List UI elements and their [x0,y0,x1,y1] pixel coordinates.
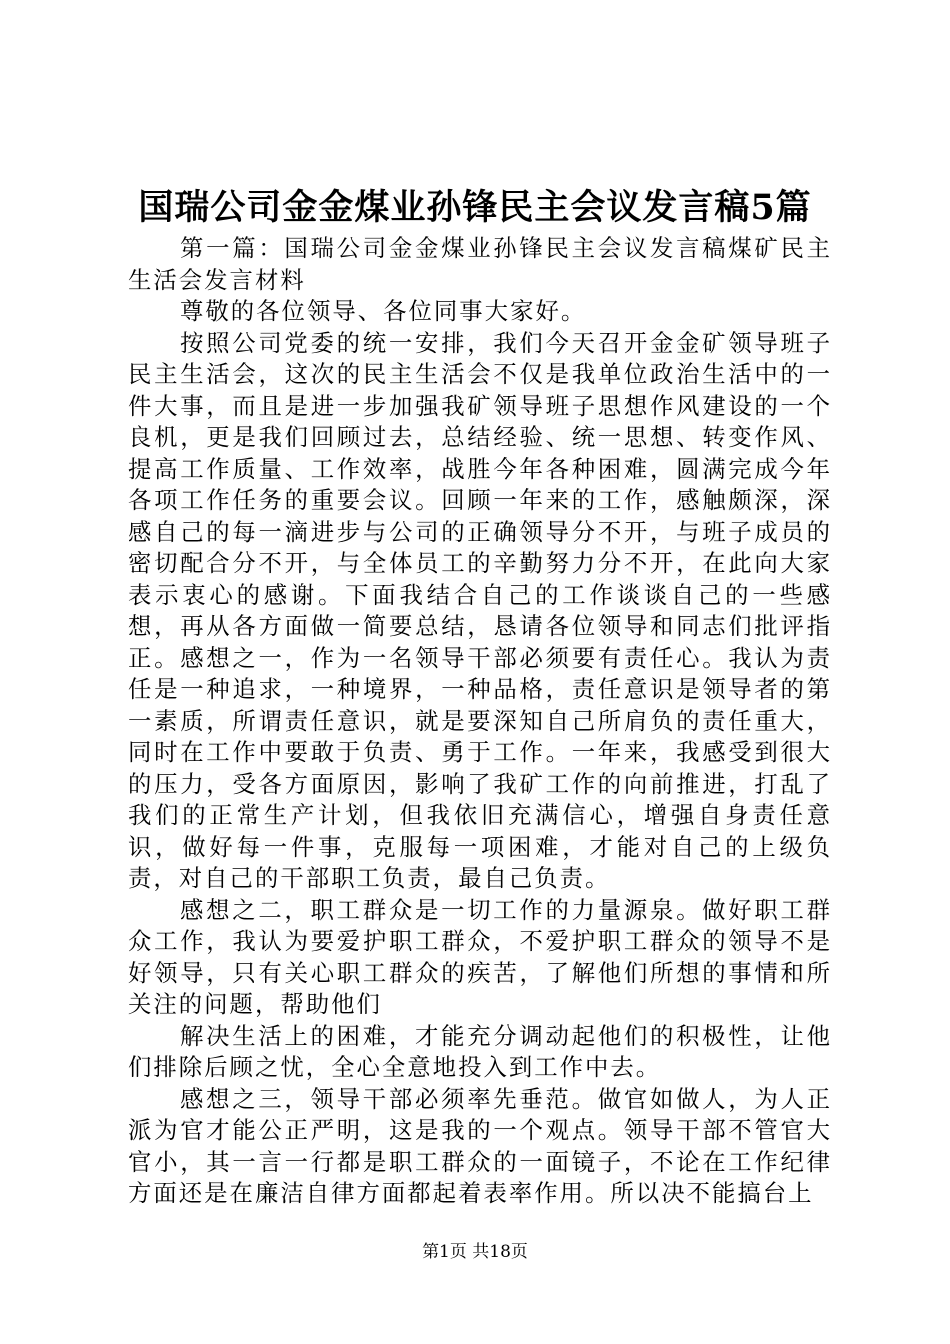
document-body [128,233,832,1210]
paragraph: 尊敬的各位领导、各位同事大家好。 [180,297,587,325]
paragraph: 感想之三，领导干部必须率先垂范。做官如做人，为人正派为官才能公正严明，这是我的一个观点。领导干部不管官大官小，其一言一行都是职工群众的一面镜子，不论在工作纪律方面还是在廉洁自律方面都起着表率作用。所以决不能搞台上 [128,1084,832,1207]
paragraph: 按照公司党委的统一安排，我们今天召开金金矿领导班子民主生活会，这次的民主生活会不仅是我单位政治生活中的一件大事，而且是进一步加强我矿领导班子思想作风建设的一个良机，更是我们回顾过去，总结经验、统一思想、转变作风、提高工作质量、工作效率，战胜今年各种困难，圆满完成今年各项工作任务的重要会议。回顾一年来的工作，感触颇深，深感自己的每一滴进步与公司的正确领导分不开，与班子成员的密切配合分不开，与全体员工的辛勤努力分不开，在此向大家表示衷心的感谢。下面我结合自己的工作谈谈自己的一些感想，再从各方面做一简要总结，恳请各位领导和同志们批评指正。感想之一，作为一名领导干部必须要有责任心。我认为责任是一种追求，一种境界，一种品格，责任意识是领导者的第一素质，所谓责任意识，就是要深知自己所肩负的责任重大，同时在工作中要敢于负责、勇于工作。一年来，我感受到很大的压力，受各方面原因，影响了我矿工作的向前推进，打乱了我们的正常生产计划，但我依旧充满信心，增强自身责任意识，做好每一件事，克服每一项困难，才能对自己的上级负责，对自己的干部职工负责，最自己负责。 [128,328,832,892]
paragraph: 第一篇：国瑞公司金金煤业孙锋民主会议发言稿煤矿民主生活会发言材料 [128,234,832,294]
page-number-footer: 第1页 共18页 [422,1242,528,1262]
paragraph: 感想之二，职工群众是一切工作的力量源泉。做好职工群众工作，我认为要爱护职工群众，不爱护职工群众的领导不是好领导，只有关心职工群众的疾苦，了解他们所想的事情和所关注的问题，帮助他们 [128,895,832,1018]
paragraph: 解决生活上的困难，才能充分调动起他们的积极性，让他们排除后顾之忧，全心全意地投入到工作中去。 [128,1021,832,1081]
document-title: 国瑞公司金金煤业孙锋民主会议发言稿5篇 [138,187,812,228]
